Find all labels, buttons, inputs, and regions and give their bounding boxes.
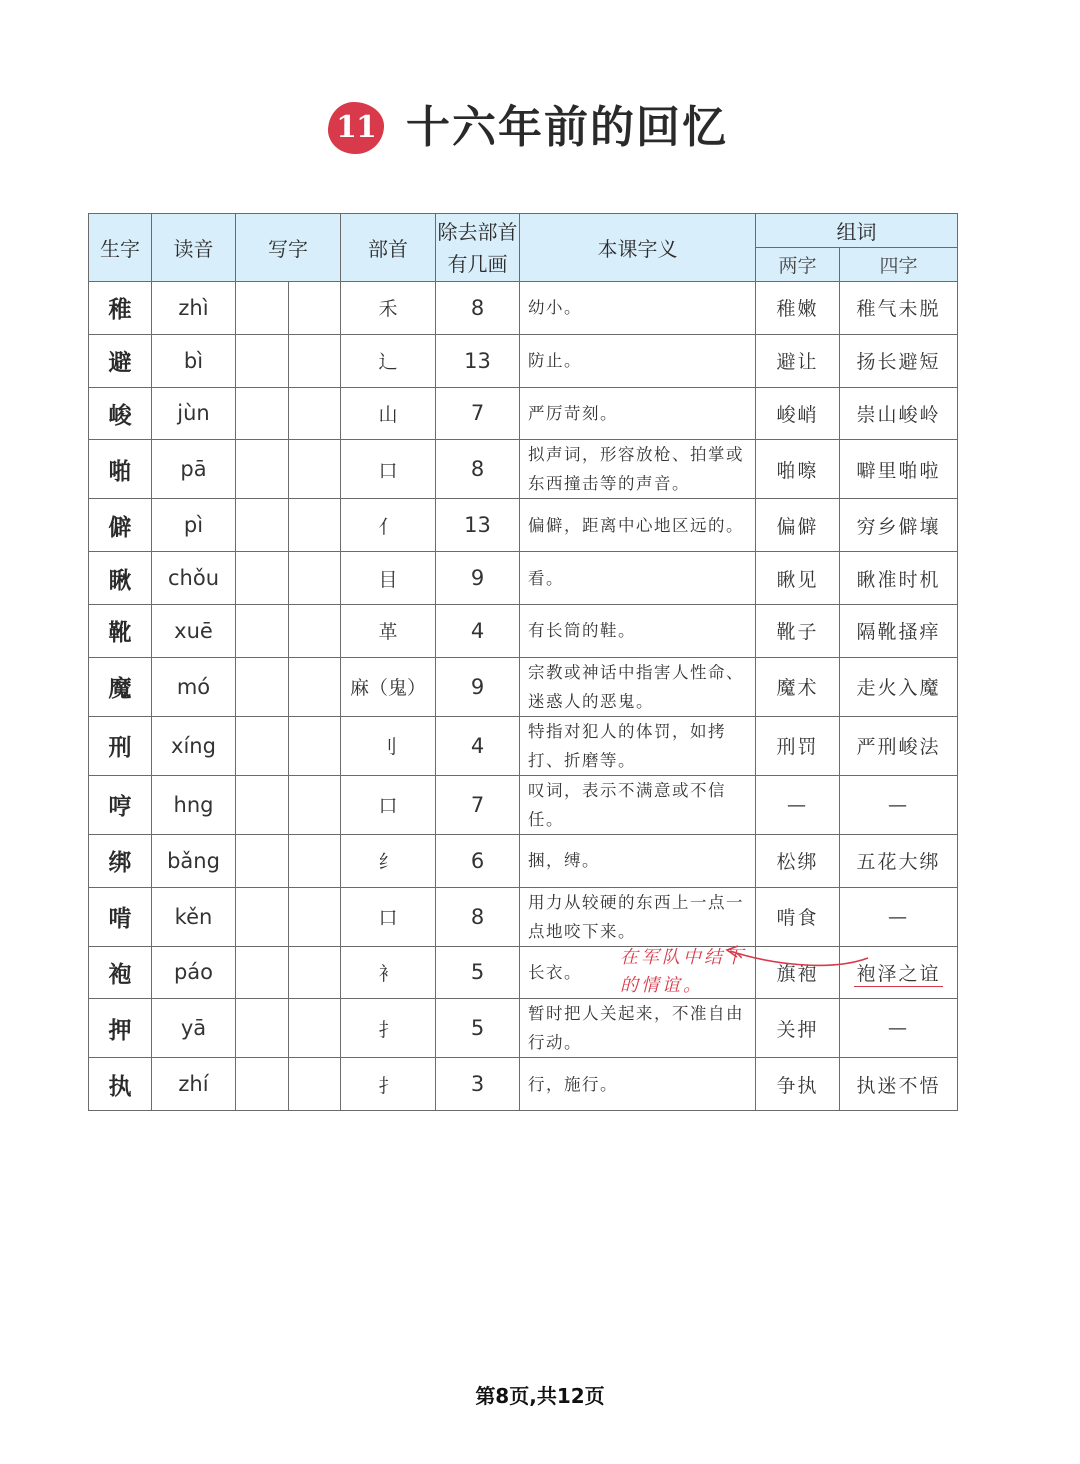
char-text: 魔: [108, 676, 132, 703]
strokes-cell: [436, 1058, 520, 1111]
two-char-word-text: 啪嚓: [776, 459, 819, 482]
char-cell: [89, 499, 152, 552]
pinyin-text: kěn: [174, 904, 213, 929]
meaning-text: 看。: [528, 568, 564, 588]
strokes-text: 7: [470, 401, 485, 426]
header-char: 生字: [89, 214, 152, 282]
two-char-word-cell: [756, 999, 840, 1058]
char-text: 押: [108, 1017, 132, 1044]
pinyin-text: pā: [180, 457, 207, 482]
pinyin-text: zhì: [178, 295, 209, 320]
writing-box-left: [236, 999, 289, 1058]
pinyin-text: páo: [173, 960, 214, 985]
table-row: [89, 552, 958, 605]
four-char-word-text: 稚气未脱: [856, 298, 941, 321]
char-text: 靴: [108, 620, 132, 647]
lesson-number-badge: 11: [328, 102, 384, 154]
char-cell: [89, 1058, 152, 1111]
radical-text: 口: [378, 459, 398, 482]
writing-box-right: [289, 604, 341, 657]
four-char-word-cell: [840, 657, 958, 716]
meaning-cell: [520, 834, 756, 887]
four-char-word-cell: [840, 887, 958, 946]
char-text: 哼: [108, 794, 132, 821]
strokes-cell: [436, 999, 520, 1058]
meaning-cell: [520, 282, 756, 335]
radical-cell: [341, 887, 436, 946]
char-text: 袍: [108, 961, 132, 988]
two-char-word-cell: [756, 657, 840, 716]
char-text: 执: [108, 1073, 132, 1100]
meaning-cell: [520, 775, 756, 834]
strokes-text: 8: [470, 295, 485, 320]
writing-box-left: [236, 657, 289, 716]
four-char-word-cell: [840, 1058, 958, 1111]
table-row: [89, 657, 958, 716]
radical-cell: [341, 282, 436, 335]
meaning-cell: [520, 552, 756, 605]
strokes-cell: [436, 282, 520, 335]
two-char-word-cell: [756, 282, 840, 335]
writing-box-right: [289, 387, 341, 440]
strokes-text: 3: [470, 1072, 485, 1097]
four-char-word-cell: [840, 775, 958, 834]
strokes-cell: [436, 440, 520, 499]
two-char-word-text: 啃食: [776, 907, 819, 930]
radical-text: 口: [378, 795, 398, 818]
strokes-cell: [436, 552, 520, 605]
four-char-word-cell: [840, 834, 958, 887]
char-text: 绑: [108, 850, 132, 877]
two-char-word-text: 稚嫩: [776, 298, 819, 321]
four-char-word-text: —: [888, 1017, 909, 1040]
pinyin-cell: [152, 440, 236, 499]
table-row: [89, 282, 958, 335]
radical-cell: [341, 387, 436, 440]
two-char-word-cell: [756, 387, 840, 440]
four-char-word-cell: [840, 282, 958, 335]
table-row: [89, 440, 958, 499]
pinyin-text: yā: [180, 1016, 207, 1041]
pinyin-text: bì: [183, 348, 204, 373]
meaning-text: 特指对犯人的体罚，如拷打、折磨等。: [528, 721, 726, 770]
radical-cell: [341, 499, 436, 552]
meaning-text: 偏僻，距离中心地区远的。: [528, 515, 744, 535]
table-row: [89, 499, 958, 552]
strokes-text: 7: [470, 792, 485, 817]
pinyin-text: jùn: [177, 401, 210, 426]
pinyin-cell: [152, 946, 236, 999]
writing-box-left: [236, 1058, 289, 1111]
two-char-word-text: 松绑: [776, 851, 819, 874]
meaning-text: 长衣。: [528, 962, 582, 982]
writing-box-right: [289, 499, 341, 552]
char-cell: [89, 834, 152, 887]
meaning-text: 幼小。: [528, 298, 582, 318]
writing-box-right: [289, 887, 341, 946]
four-char-word-cell: [840, 716, 958, 775]
four-char-word-text: 瞅准时机: [856, 568, 941, 591]
char-cell: [89, 440, 152, 499]
strokes-cell: [436, 887, 520, 946]
two-char-word-text: 争执: [776, 1074, 819, 1097]
two-char-word-cell: [756, 887, 840, 946]
four-char-word-text: 噼里啪啦: [856, 459, 941, 482]
two-char-word-cell: [756, 499, 840, 552]
writing-box-right: [289, 440, 341, 499]
four-char-word-cell: [840, 946, 958, 999]
four-char-word-text: 袍泽之谊: [856, 962, 941, 985]
char-cell: [89, 946, 152, 999]
char-text: 僻: [108, 514, 132, 541]
char-cell: [89, 999, 152, 1058]
handwritten-annotation: 在军队中结下的情谊。: [620, 946, 746, 996]
radical-text: 纟: [378, 851, 398, 874]
radical-text: 扌: [378, 1074, 398, 1097]
pinyin-cell: [152, 657, 236, 716]
lesson-title: 十六年前的回忆: [406, 102, 728, 153]
meaning-text: 行，施行。: [528, 1074, 618, 1094]
char-text: 避: [108, 350, 132, 377]
two-char-word-text: 避让: [776, 351, 819, 374]
radical-cell: [341, 1058, 436, 1111]
radical-cell: [341, 716, 436, 775]
strokes-cell: [436, 499, 520, 552]
annotation-underline: [854, 986, 943, 987]
pinyin-text: mó: [176, 674, 211, 699]
radical-text: 麻（鬼）: [349, 677, 426, 700]
meaning-text: 捆，缚。: [528, 851, 600, 871]
two-char-word-cell: [756, 775, 840, 834]
meaning-cell: [520, 716, 756, 775]
header-meaning: 本课字义: [520, 214, 756, 282]
four-char-word-cell: [840, 499, 958, 552]
char-text: 峻: [108, 402, 132, 429]
writing-box-left: [236, 334, 289, 387]
writing-box-right: [289, 657, 341, 716]
two-char-word-cell: [756, 1058, 840, 1111]
strokes-cell: [436, 604, 520, 657]
writing-box-left: [236, 946, 289, 999]
writing-box-right: [289, 552, 341, 605]
char-cell: [89, 282, 152, 335]
writing-box-left: [236, 282, 289, 335]
radical-text: 辶: [378, 351, 398, 374]
two-char-word-text: 刑罚: [776, 736, 819, 759]
pinyin-cell: [152, 716, 236, 775]
pinyin-cell: [152, 552, 236, 605]
strokes-text: 9: [470, 566, 485, 591]
header-two-char: 两字: [756, 248, 840, 282]
four-char-word-cell: [840, 334, 958, 387]
table-row: [89, 834, 958, 887]
strokes-cell: [436, 716, 520, 775]
two-char-word-cell: [756, 604, 840, 657]
meaning-cell: [520, 1058, 756, 1111]
four-char-word-text: 隔靴搔痒: [856, 621, 941, 644]
meaning-cell: [520, 887, 756, 946]
four-char-word-text: 扬长避短: [856, 351, 941, 374]
pinyin-text: chǒu: [167, 566, 219, 591]
radical-cell: [341, 834, 436, 887]
two-char-word-text: 峻峭: [776, 403, 819, 426]
header-radical: 部首: [341, 214, 436, 282]
radical-cell: [341, 440, 436, 499]
strokes-cell: [436, 775, 520, 834]
four-char-word-text: 走火入魔: [856, 677, 941, 700]
pinyin-text: bǎng: [167, 848, 220, 873]
char-text: 瞅: [108, 567, 132, 594]
strokes-text: 13: [464, 348, 491, 373]
two-char-word-text: 魔术: [776, 677, 819, 700]
radical-cell: [341, 999, 436, 1058]
strokes-cell: [436, 387, 520, 440]
writing-box-right: [289, 1058, 341, 1111]
two-char-word-cell: [756, 334, 840, 387]
header-write: 写字: [236, 214, 341, 282]
char-cell: [89, 887, 152, 946]
radical-cell: [341, 775, 436, 834]
meaning-text: 有长筒的鞋。: [528, 621, 636, 641]
writing-box-right: [289, 834, 341, 887]
radical-text: 目: [378, 568, 398, 591]
meaning-cell: [520, 999, 756, 1058]
radical-cell: [341, 334, 436, 387]
meaning-cell: [520, 387, 756, 440]
strokes-cell: [436, 657, 520, 716]
table-row: [89, 775, 958, 834]
strokes-text: 9: [470, 674, 485, 699]
char-cell: [89, 387, 152, 440]
writing-box-left: [236, 552, 289, 605]
pinyin-cell: [152, 282, 236, 335]
table-row: [89, 334, 958, 387]
vocabulary-table: [88, 213, 958, 1111]
two-char-word-cell: [756, 946, 840, 999]
strokes-text: 5: [470, 1016, 485, 1041]
meaning-text: 严厉苛刻。: [528, 403, 618, 423]
four-char-word-cell: [840, 604, 958, 657]
two-char-word-text: 关押: [776, 1018, 819, 1041]
pinyin-text: xuē: [174, 618, 213, 643]
four-char-word-text: —: [888, 905, 909, 928]
writing-box-left: [236, 775, 289, 834]
writing-box-left: [236, 499, 289, 552]
radical-cell: [341, 946, 436, 999]
char-cell: [89, 657, 152, 716]
strokes-cell: [436, 946, 520, 999]
radical-cell: [341, 552, 436, 605]
strokes-text: 13: [464, 513, 491, 538]
four-char-word-text: 崇山峻岭: [856, 403, 941, 426]
four-char-word-text: 五花大绑: [856, 851, 941, 874]
four-char-word-cell: [840, 552, 958, 605]
pinyin-cell: [152, 834, 236, 887]
meaning-cell: [520, 946, 756, 999]
pinyin-cell: [152, 499, 236, 552]
pinyin-cell: [152, 1058, 236, 1111]
header-strokes-line1: 除去部首: [437, 219, 518, 244]
radical-text: 革: [378, 621, 398, 644]
radical-cell: [341, 657, 436, 716]
char-text: 啪: [108, 458, 132, 485]
strokes-text: 5: [470, 960, 485, 985]
writing-box-left: [236, 887, 289, 946]
four-char-word-text: 执迷不悟: [856, 1074, 941, 1097]
writing-box-right: [289, 946, 341, 999]
strokes-cell: [436, 834, 520, 887]
char-cell: [89, 775, 152, 834]
meaning-text: 拟声词，形容放枪、拍掌或东西撞击等的声音。: [528, 445, 744, 494]
meaning-text: 防止。: [528, 351, 582, 371]
strokes-text: 4: [470, 618, 485, 643]
meaning-cell: [520, 604, 756, 657]
radical-text: 刂: [378, 736, 398, 759]
four-char-word-text: 严刑峻法: [856, 736, 941, 759]
radical-text: 亻: [378, 515, 398, 538]
two-char-word-cell: [756, 716, 840, 775]
two-char-word-cell: [756, 834, 840, 887]
meaning-text: 用力从较硬的东西上一点一点地咬下来。: [528, 892, 744, 941]
four-char-word-text: —: [888, 793, 909, 816]
header-words: 组词: [756, 214, 958, 248]
writing-box-right: [289, 775, 341, 834]
pinyin-cell: [152, 604, 236, 657]
strokes-cell: [436, 334, 520, 387]
two-char-word-text: —: [787, 793, 808, 816]
writing-box-right: [289, 282, 341, 335]
writing-box-right: [289, 716, 341, 775]
table-row: [89, 387, 958, 440]
header-strokes-line2: 有几画: [447, 251, 508, 276]
strokes-text: 8: [470, 904, 485, 929]
char-cell: [89, 604, 152, 657]
pinyin-cell: [152, 999, 236, 1058]
strokes-text: 8: [470, 457, 485, 482]
two-char-word-cell: [756, 552, 840, 605]
table-row: [89, 716, 958, 775]
char-text: 稚: [108, 297, 132, 324]
writing-box-left: [236, 604, 289, 657]
four-char-word-cell: [840, 999, 958, 1058]
four-char-word-cell: [840, 387, 958, 440]
table-row: [89, 1058, 958, 1111]
two-char-word-text: 旗袍: [776, 962, 819, 985]
meaning-text: 叹词，表示不满意或不信任。: [528, 780, 726, 829]
pinyin-text: xíng: [171, 733, 216, 758]
pinyin-cell: [152, 887, 236, 946]
meaning-text: 暂时把人关起来，不准自由行动。: [528, 1004, 744, 1053]
radical-cell: [341, 604, 436, 657]
lesson-heading: [0, 98, 1080, 162]
table-row: [89, 999, 958, 1058]
writing-box-left: [236, 440, 289, 499]
meaning-text: 宗教或神话中指害人性命、迷惑人的恶鬼。: [528, 662, 744, 711]
strokes-text: 4: [470, 733, 485, 758]
pinyin-cell: [152, 387, 236, 440]
writing-box-left: [236, 716, 289, 775]
radical-text: 禾: [378, 298, 398, 321]
strokes-text: 6: [470, 848, 485, 873]
radical-text: 衤: [378, 962, 398, 985]
header-four-char: 四字: [840, 248, 958, 282]
char-cell: [89, 716, 152, 775]
radical-text: 扌: [378, 1018, 398, 1041]
page-footer: 第8页,共12页: [475, 1384, 605, 1408]
pinyin-text: pì: [183, 513, 204, 538]
two-char-word-text: 偏僻: [776, 515, 819, 538]
writing-box-right: [289, 999, 341, 1058]
radical-text: 口: [378, 907, 398, 930]
char-cell: [89, 334, 152, 387]
meaning-cell: [520, 440, 756, 499]
char-cell: [89, 552, 152, 605]
header-strokes: [436, 214, 520, 282]
writing-box-right: [289, 334, 341, 387]
header-pinyin: 读音: [152, 214, 236, 282]
pinyin-text: hng: [173, 792, 214, 817]
pinyin-text: zhí: [178, 1072, 209, 1097]
table-row: [89, 604, 958, 657]
meaning-cell: [520, 334, 756, 387]
four-char-word-text: 穷乡僻壤: [856, 515, 941, 538]
pinyin-cell: [152, 775, 236, 834]
two-char-word-cell: [756, 440, 840, 499]
meaning-cell: [520, 499, 756, 552]
writing-box-left: [236, 387, 289, 440]
table-row: [89, 946, 958, 999]
two-char-word-text: 靴子: [776, 621, 819, 644]
radical-text: 山: [378, 403, 398, 426]
table-row: [89, 887, 958, 946]
four-char-word-cell: [840, 440, 958, 499]
meaning-cell: [520, 657, 756, 716]
two-char-word-text: 瞅见: [776, 568, 819, 591]
pinyin-cell: [152, 334, 236, 387]
char-text: 刑: [108, 735, 132, 762]
writing-box-left: [236, 834, 289, 887]
char-text: 啃: [108, 906, 132, 933]
